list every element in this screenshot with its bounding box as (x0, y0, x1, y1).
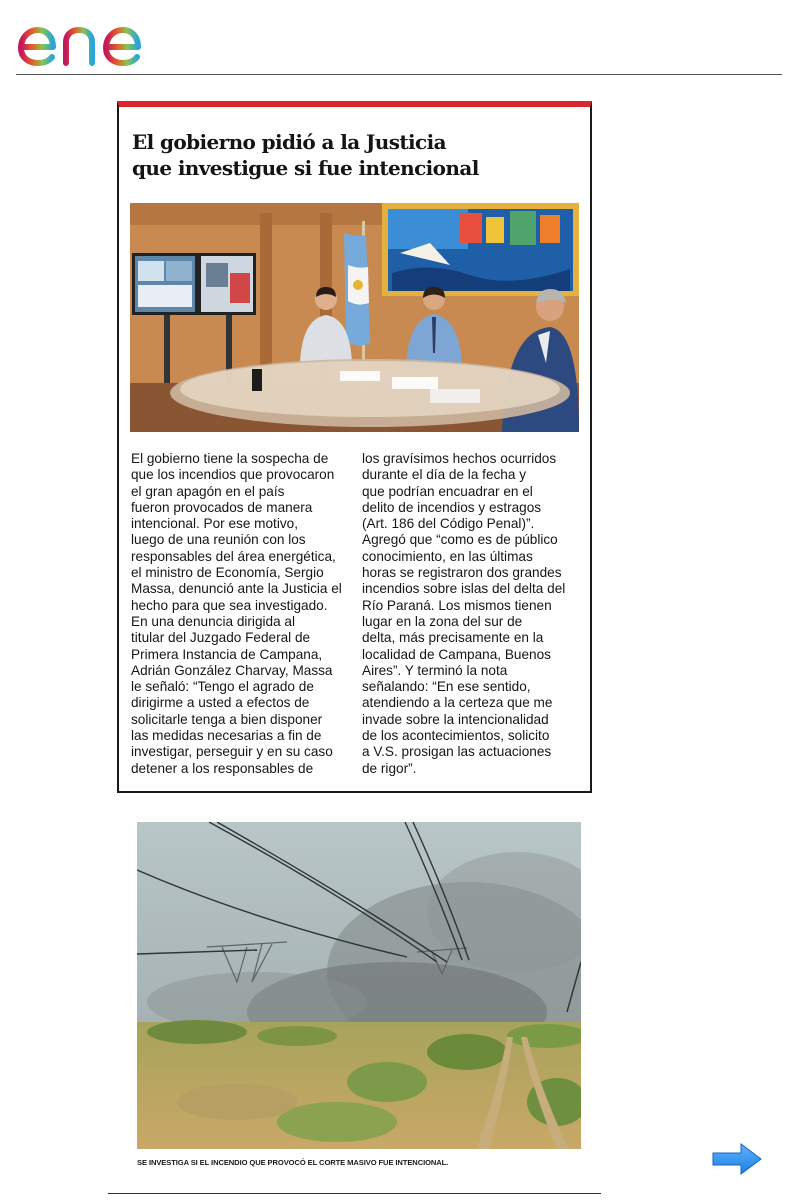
body-line: de rigor”. (362, 760, 417, 776)
body-line: delito de incendios y estragos (362, 499, 542, 515)
body-line: Río Paraná. Los mismos tienen (362, 597, 552, 613)
body-line: durante el día de la fecha y (362, 467, 526, 483)
body-line: lugar en la zona del sur de (362, 613, 523, 629)
arrow-right-icon[interactable] (711, 1142, 763, 1176)
body-line: localidad de Campana, Buenos (362, 646, 551, 662)
body-line: (Art. 186 del Código Penal)”. (362, 516, 535, 532)
body-line: solicitarle tenga a bien disponer (131, 711, 323, 727)
body-line: titular del Juzgado Federal de (131, 630, 311, 646)
body-line: invade sobre la intencionalidad (362, 711, 549, 727)
headline-line: que investigue si fue intencional (132, 156, 479, 180)
body-line: atendiendo a la certeza que me (362, 695, 553, 711)
body-line: Massa, denunció ante la Justicia el (131, 581, 342, 597)
article-body-right (362, 451, 588, 777)
body-line: Primera Instancia de Campana, (131, 646, 323, 662)
body-line: Aires”. Y terminó la nota (362, 662, 508, 678)
body-line: los gravísimos hechos ocurridos (362, 451, 557, 466)
body-line: delta, más precisamente en la (362, 630, 544, 646)
footer-divider (108, 1193, 601, 1194)
body-line: el gran apagón en el país (131, 483, 285, 499)
article-headline (132, 129, 572, 181)
headline-line: El gobierno pidió a la Justicia (132, 130, 446, 154)
body-line: fueron provocados de manera (131, 499, 313, 515)
fire-photo (137, 822, 581, 1149)
enel-logo (16, 14, 172, 70)
body-line: dirigirme a usted a efectos de (131, 695, 310, 711)
body-line: En una denuncia dirigida al (131, 613, 296, 629)
body-line: investigar, perseguir y en su caso (131, 744, 333, 760)
body-line: conocimiento, en las últimas (362, 548, 533, 564)
body-line: luego de una reunión con los (131, 532, 306, 548)
body-line: Agregó que “como es de público (362, 532, 558, 548)
body-line: horas se registraron dos grandes (362, 565, 562, 581)
body-line: que podrían encuadrar en el (362, 483, 533, 499)
body-line: intencional. Por ese motivo, (131, 516, 298, 532)
body-line: Adrián González Charvay, Massa (131, 662, 333, 678)
article-body-left (131, 451, 357, 777)
body-line: incendios sobre islas del delta del (362, 581, 566, 597)
body-line: señalando: “En ese sentido, (362, 679, 531, 695)
body-line: responsables del área energética, (131, 548, 336, 564)
body-line: le señaló: “Tengo el agrado de (131, 679, 314, 695)
body-line: que los incendios que provocaron (131, 467, 335, 483)
photo-caption: SE INVESTIGA SI EL INCENDIO QUE PROVOCÓ EL CORTE MASIVO FUE INTENCIONAL. (137, 1158, 449, 1167)
body-line: las medidas necesarias a fin de (131, 728, 322, 744)
body-line: a V.S. prosigan las actuaciones (362, 744, 552, 760)
body-line: de los acontecimientos, solicito (362, 728, 550, 744)
body-line: el ministro de Economía, Sergio (131, 565, 324, 581)
header-divider (16, 74, 782, 75)
meeting-photo (130, 203, 579, 432)
body-line: detener a los responsables de (131, 760, 314, 776)
body-line: El gobierno tiene la sospecha de (131, 451, 329, 466)
article-box (117, 101, 592, 793)
body-line: hecho para que sea investigado. (131, 597, 328, 613)
